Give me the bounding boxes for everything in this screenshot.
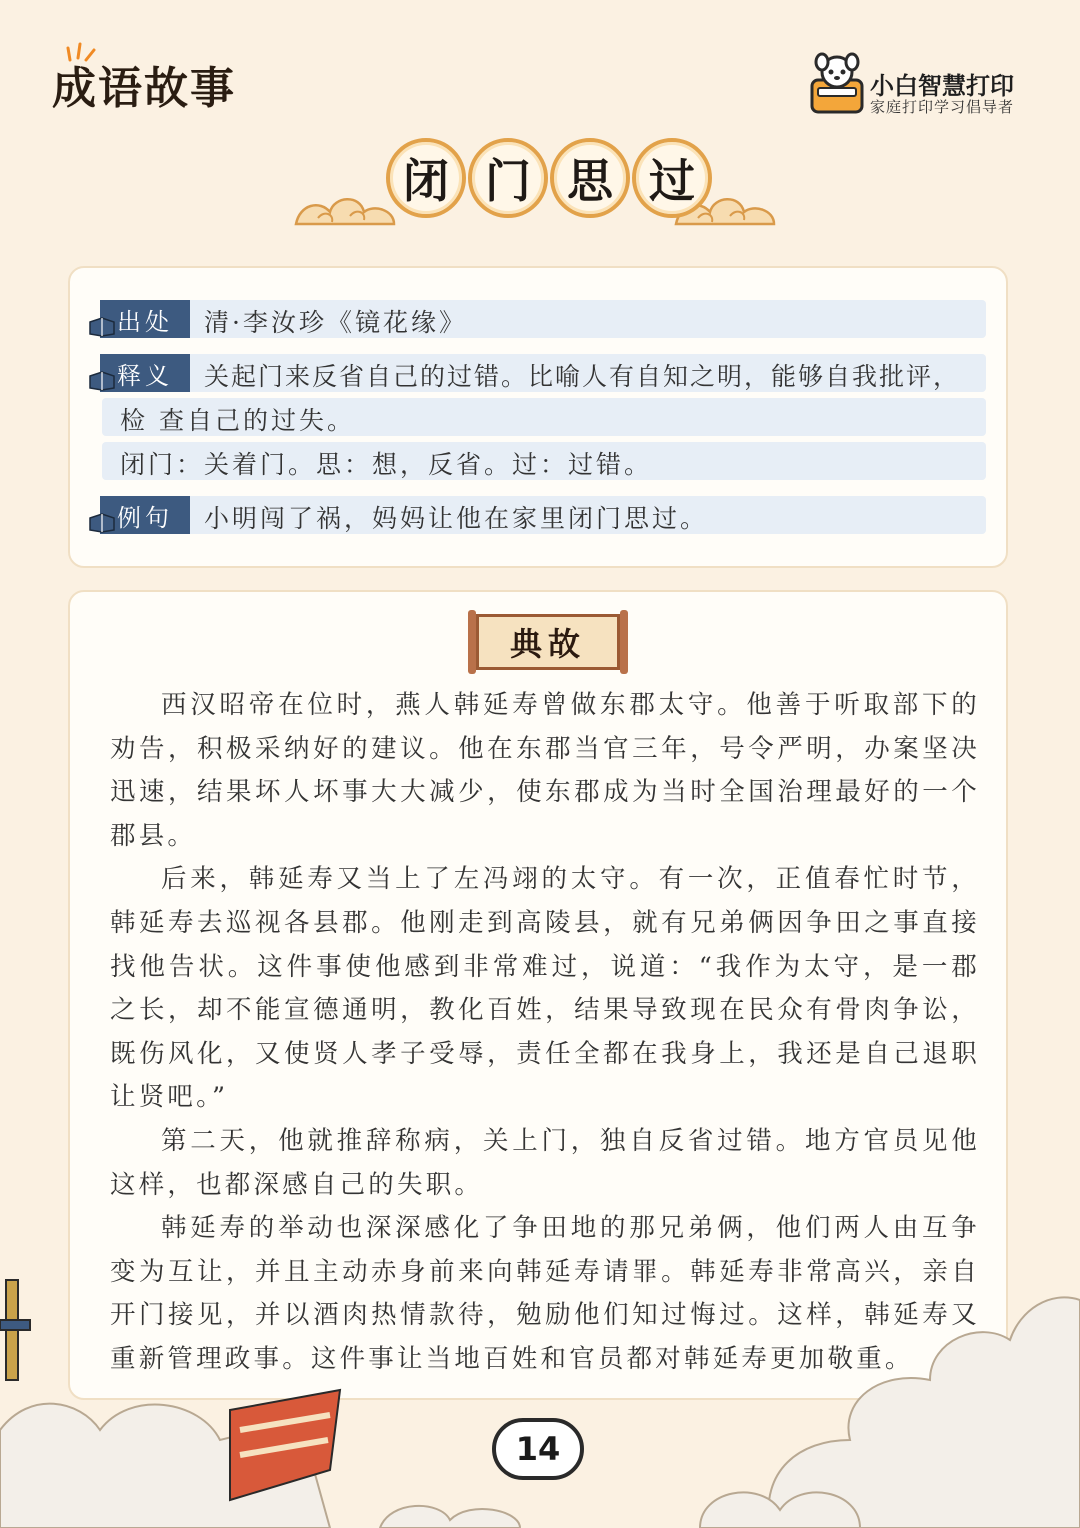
cloud-ornament-left-icon xyxy=(290,184,400,234)
idiom-title xyxy=(290,128,790,238)
story-paragraph: 第二天，他就推辞称病，关上门，独自反省过错。地方官员见他这样，也都深感自己的失职。 xyxy=(110,1125,980,1200)
series-title: 成语故事 xyxy=(52,63,236,114)
puppy-mascot-icon xyxy=(808,52,866,116)
meaning-line-3: 闭门：关着门。思：想，反省。过：过错。 xyxy=(120,450,653,479)
meaning-line-1: 关起门来反省自己的过错。比喻人有自知之明，能够自我批评， xyxy=(204,362,961,391)
book-icon xyxy=(88,510,116,534)
idiom-char: 过 xyxy=(632,138,712,218)
cloud-decoration-icon xyxy=(0,1270,1080,1528)
brand-logo xyxy=(808,52,1038,118)
idiom-info-card xyxy=(68,266,1008,568)
brand-name: 小白智慧打印 xyxy=(870,72,1014,100)
story-heading-scroll xyxy=(468,610,628,674)
meaning-line-2: 检 查自己的过失。 xyxy=(120,406,355,435)
page-number: 14 xyxy=(492,1418,584,1480)
story-paragraph: 韩延寿的举动也深深感化了争田地的那兄弟俩，他们两人由互争变为互让，并且主动赤身前来向韩延寿请罪。韩延寿非常高兴，亲自开门接见，并以酒肉热情款待，勉励他们知过悔过。这样，韩延寿又重新管理政事。这件事让当地百姓和官员都对韩延寿更加敬重。 xyxy=(110,1213,980,1374)
example-label: 例句 xyxy=(100,496,190,534)
book-icon xyxy=(88,314,116,338)
story-heading: 典故 xyxy=(476,614,620,670)
source-text: 清·李汝珍《镜花缘》 xyxy=(204,308,467,337)
idiom-char: 闭 xyxy=(386,138,466,218)
idiom-char: 门 xyxy=(468,138,548,218)
source-label: 出处 xyxy=(100,300,190,338)
story-paragraph: 西汉昭帝在位时，燕人韩延寿曾做东郡太守。他善于听取部下的劝告，积极采纳好的建议。他在东郡当官三年，号令严明，办案坚决迅速，结果坏人坏事大大减少，使东郡成为当时全国治理最好的一个郡县。 xyxy=(110,690,980,851)
brand-tagline: 家庭打印学习倡导者 xyxy=(870,98,1015,116)
idiom-char: 思 xyxy=(550,138,630,218)
book-icon xyxy=(88,368,116,392)
story-paragraph: 后来，韩延寿又当上了左冯翊的太守。有一次，正值春忙时节，韩延寿去巡视各县郡。他刚走到高陵县，就有兄弟俩因争田之事直接找他告状。这件事使他感到非常难过，说道：“我作为太守，是一郡之长，却不能宣德通明，教化百姓，结果导致现在民众有骨肉争讼，既伤风化，又使贤人孝子受辱，责任全都在我身上，我还是自己退职让贤吧。” xyxy=(110,864,980,1113)
example-text: 小明闯了祸，妈妈让他在家里闭门思过。 xyxy=(204,504,709,533)
meaning-label: 释义 xyxy=(100,354,190,392)
